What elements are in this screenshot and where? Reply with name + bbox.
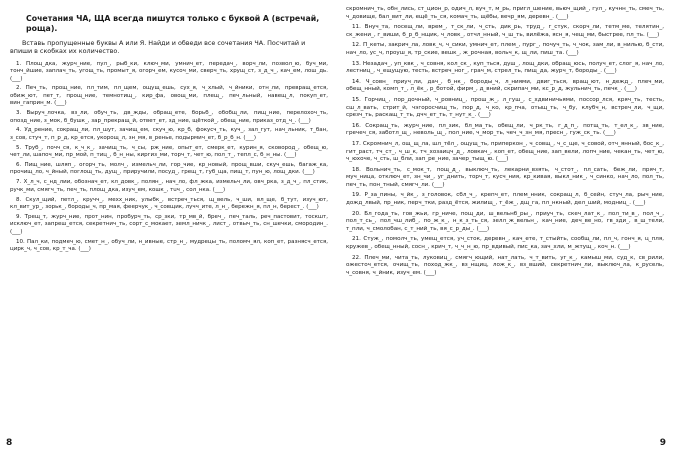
- page-number-left: 8: [6, 438, 13, 448]
- exercise-8: 8. Скул_щий, петл_, кручч_, мехх_ник, улыбк_, встреч_ться, щ_вель, ч_ши, вл_ще, б_тут, изуч_ют, кл_вит_ур_, зорьк_, бороды_ч, пр_мая, феерчук_, ч_совщик, лучч_ите, л_н_, бережн_я, пл_н, берест_. (___): [10, 196, 328, 211]
- exercise-18: 18. Вольнич_ть, с_мок_т, пощ_д_, выключ_ть, лекарни_взять, ч_стот_, пл_сать, беж_ли, пряч_т, муч_ница, отключ_ет, зн_чи_, уг_днить, торч_т, кусч_ния, кр_кивая, выкл_ник_, ч_синко, нач_ло, пол_ть, печ_ть, пон_тный, смягч_ли. (___): [346, 166, 664, 188]
- exercise-10-continued: скромнич_ть, обн_лись, ст_цион_р, одич_л, вуч_т, м_рь, пригл_шение, вьюч_щий_, гул_, кучнн_ть, смеч_ть, ч_довище, бал_вит_ли, ещё_ть_ся, комач_ть, щёбы, вечр_ям, деревн_. (___): [346, 6, 664, 20]
- right-page: [338, 0, 674, 450]
- exercise-17: 17. Скромнич_л, ощ_щ_ла, шл_тёл_, ощущ_ть, приперкон_, ч_совщ_, ч_с_ще, ч_совой, отч_янный, бос_к_, гит_раст, тч_ст_, ч_ш_к, тч_хозаицч_д_, ловкач_, коп_ет, обещ_ние, зап_вели, лопч_ние, чекан_ть, чет_ю, ч_юхоче, ч_сть, ш_бли, зап_ре_ние, зачер_тыщ_ю. (___): [346, 140, 664, 163]
- exercise-5: 5. Труб_, почч_ся, к_ч_к_, зачищ_ть, ч_сы, рж_ние, опыт_ет, смерк_ет, курин_я, сковород_, обещ_ю, чет_ли, шапоч_ми, пр_мой, п_тиц_, б_н_ны, киргиз_ми, торч_т, чет_ю, пол_т_, тепл_с, б_н_ны. (___): [10, 144, 328, 159]
- exercise-list-left: [10, 61, 328, 254]
- exercise-13: 13. Незадач_, уп_квк_, ч_совня, кол_ск_, куп_ться, душ_, лощ_дки, обращ_юсь, получ_ет, слог_я, нач_ло, лестниц_, ч_ещущую, тесть, встреч_ног_, грач_м, стрел_ть, пищ_да, журч_т, бороды_. (___): [346, 60, 664, 75]
- exercise-2: 2. Печ_ть, прощ_ние, пл_тим, пл_щем, ощущ_ешь, сух_я, ч_хлый, ч_йники, отн_ли, превращ_ется, обиж_ют, пет_т, прощ_ние, темнотищ_, кир_фа, овощ_ми, плещ_, печ_льный, навещ_л, покуп_ет, вин_гаприн_м. (___): [10, 85, 328, 107]
- exercise-22: 22. Плеч_ми, чита_ть, луковиц_, смягч_ющий, нат_лать, ч_т_вить, уг_к_, камыш_ми, суд_к, св_рили, ожесточ_ется, очищ_ть, поход_жк_, вз_нщиц, лож_к_, вз_вший, секретнич_ли, выключ_ла, к_русель, ч_совня, ч_йник, изуч_ем. (___): [346, 254, 664, 276]
- exercise-7: 7. Х_л_ч, с_нд_лии, обознач_ет, кл_довк_, полян_, нач_ло, фл_жка, измельч_ли, овч_рка, з_д_ч_, пл_стик, ручк_ми, смягч_ть, печ_ть, площ_дка, изуч_ем, кошк_, тuч_, сол_нка. (___): [10, 179, 328, 193]
- exercise-16: 16. Сокращ_ть, журч_ние, пл_зик, бл_ма_ть, обещ_ли, ч_рк_ть, г_д_п_, потщ_ть, т_ел_к_, зв_ние, гречеч_ся, заботл_щ_, неволь_щ_, пол_ние, ч_мор_ть, чеч_ч_зн_мя, пресн_, гуж_ск_ть. (___): [346, 122, 664, 137]
- exercise-1: 1. Площ_дка, журч_ние, пул_, рыб_ки, ключ_ми, умнич_ет, передач_, ворч_ли, позвол_ю, буч_ми, тонч_йшие, заплач_ть, угощ_ть, промыт_я, огорч_ем, кусоч_ми, сверч_ть, хрущ_ст, з_д_ч_, кач_ем, лош_дь. (___): [10, 60, 328, 82]
- exercise-list-right: [346, 6, 664, 277]
- exercise-4: 4. Уд_рение, сокращ_ли, пл_шут, зачищ_ем, скуч_ю, кр_б, фокусч_ть, куч_, зал_гут, нач_льник, т_бан, з_сов, стуч_т, п_р_д, кр_ется, укорощ_л, зн_мя, в_ренье, подырмич_ет, б_р_б_н. (___): [10, 127, 328, 141]
- task-instruction: Вставь пропущенные буквы А или Я. Найди и обведи все сочетания ЧА. Посчитай и впиши в скобках их количество.: [10, 39, 306, 56]
- exercise-21: 21. Стуж_, помолч_ть, умещ_ется, уч_сток, деревн_, кач_ете, т_стыйть, сообщ_ли, пл_ч, гонч_я, ц_пля, кружев_, обещ_нный, сосн_, крич_т, ч_ч_н_ю, пр_вдивый, пис_ка, зач_хли, м_жтущ_, коч_н. (___): [346, 236, 664, 251]
- rule-title: Сочетания ЧА, ЩА всегда пишутся только с буквой А (встречай, роща).: [26, 14, 320, 33]
- exercise-19: 19. Р_за_пины, ч_йк_, з_головок, сбл_ч_, крепч_ет, плем_нник, сокращ_л, б_сейн, стуч_ла, рыч_ние, дожд_лвый, пр_ник, перч_тки, разд_ётся, жилищ_, т_ёж_, дщ_га, пл_нкный, дел_ший, модниц_. (___): [346, 192, 664, 207]
- exercise-10: 10. Пал_ки, подмеч_ю, смет_н_, обуч_ли, н_ивные, стр_н_, мудрецы_ть, поломч_ял, коп_ет, разнясч_ется, цирк_ч, ч_сов, кр_т_ча. (___): [10, 238, 328, 253]
- left-page: [0, 0, 336, 450]
- exercise-6: 6. Пищ_ние, шляп_, огорч_ть, молч_, измельч_ли, гор_чие, кр_новый, прощ_вши, скуч_ешь, багаж_ка, прочищ_ло, ч_йный, поглощ_ть, дущ_, приручили, посуд_, грещ_т, губ_ща, пищ_т, пун_ю, лощ_дки. (___): [10, 161, 328, 176]
- exercise-20: 20. Бл_года_ть, гов_жьи, гр_ниче, пощ_ди, ш_вельнб_ры_, приуч_ть, скеч_лат_к_, пол_ти_в_, пол_ч_, пол_т_сь_, пол_чш_либ_, по_ж_к_, н_к_з_ть_ся, зелл_ж_вельн_, кач_ние, деч_ве_но, гв_зди_, в_ш_тели, т_пли, ч_смолобан, с_т_ний_ть, вя_с_р_ды_. (___): [346, 210, 664, 232]
- exercise-15: 15. Горчиц_, пор_дочный, ч_ровниц_, прош_ж_, л_гуш_, с_хдвиничьями, поссор_лся, кряч_ть, тесть, сш_л_вать, стрит_й, чэгоросчищ_ть, пор_д, ч_ко, кр_пча, отыщ_ть, ч_бу, клубч_н, встреч_ли, ч_щи, срезч_ть, раскащ_т_ть, дчч_ет_ть, т_нут_к_. (___): [346, 96, 664, 119]
- exercise-9: 9. Трещ_т, журч_ние, прот_нин, пробурч_ть, ср_зки, тр_мв_й, бреч_, печ_таль, реч_пастовит, тоскшт, исключ_ет, запреш_ется, секретнич_ть, сорт_с_мокает, земл_ничк_, лист_, отвыч_ть, сн_шечки, смородин_. (___): [10, 213, 328, 235]
- exercise-11: 11. Внуч_та, посещ_ли, врем_, т_ск_ли, ч_сть, дик_рь, труд_, г_стук, скорч_ли, тетм_ме, телятин_, ск_жени_, г_виши, б_р_б_нщик, ч_ловк_, отчл_нный, ч_ш_ть, вилёжа, ясн_я, чещ_ми, быстрее, пл_ть. (___): [346, 24, 664, 38]
- exercise-12: 12. П_кеты, закрич_ла, ловк_ч, ч_сики, умнич_ет, плем_, пург_, почуч_ть, ч_чок, зам_ли, в_нилью, б_сти, нач_ло, ус_ч, проуш_я, тр_ские, вешк_, ж_рочная, вольч_к, щ_ли, пиш_та. (___): [346, 42, 664, 56]
- exercise-14: 14. Ч_совн_ приуч_ли, дач_, б_нк_, бороды_ч, л_ниями, двиг_ться, вращ_ют, н_дежд_, плеч_ми, обещ_нный, комп_т_, л_ёк_, р_ботой, фирм_, д_вний, скрипач_ми, кс_р_д, жульнич_ть, печк_. (___): [346, 78, 664, 93]
- exercise-3: 3. Выруч_лочка, вз_ли, обуч_ть, дв_жды, обращ_ете, борьб_, обобщ_ли, пищ_ние, перелохоч_ть, опозд_ние, з_мок, б_бушк_, зар_прекращ_й, ответ_ет, зд_ние, щёткой_, обещ_ние, приказ_отд_ч_. (___): [10, 110, 328, 124]
- page-number-right: 9: [659, 438, 666, 448]
